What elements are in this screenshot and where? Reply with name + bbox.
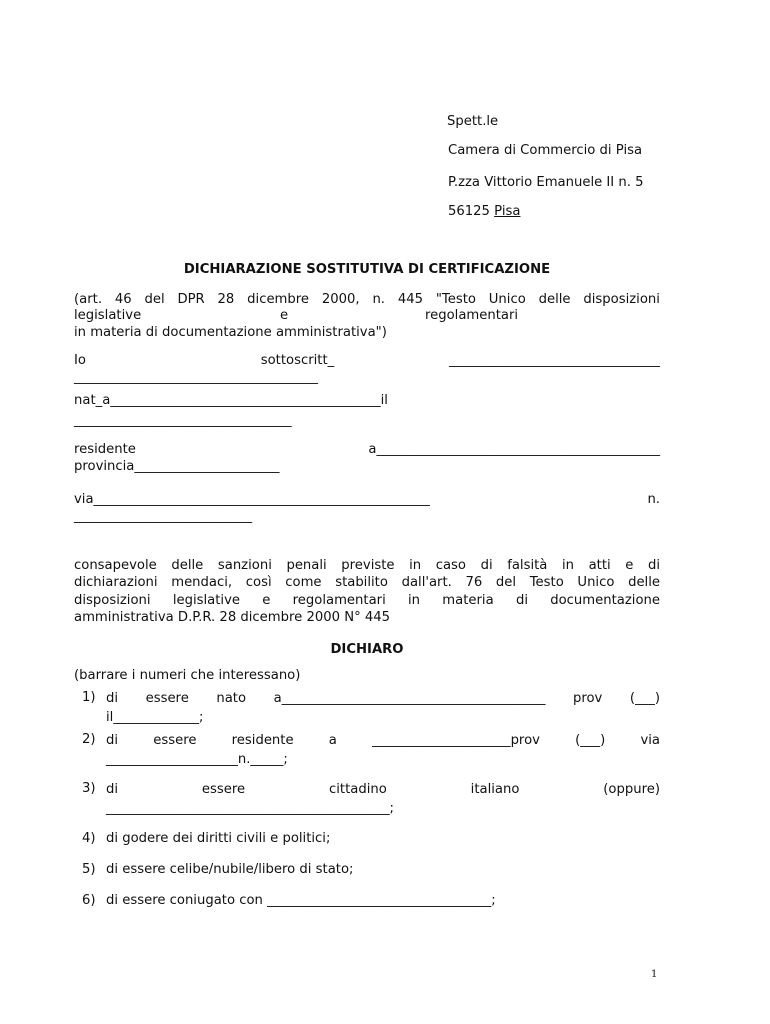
item-word: essere bbox=[153, 733, 197, 748]
item-2 bbox=[106, 731, 660, 769]
reference-word: 28 bbox=[217, 292, 235, 307]
birthplace-item-blank[interactable]: a________________________________________ bbox=[273, 691, 546, 706]
item-5-text: di essere celibe/nubile/libero di stato; bbox=[106, 862, 354, 877]
citizenship-item-blank[interactable]: ___________________________________________; bbox=[106, 801, 394, 816]
recipient-name: Camera di Commercio di Pisa bbox=[448, 143, 643, 158]
field-io-line bbox=[74, 353, 660, 368]
field-via-line bbox=[74, 492, 660, 507]
item-word: prov bbox=[572, 691, 603, 706]
item-word: di bbox=[106, 782, 119, 797]
reference-word: 445 bbox=[397, 292, 424, 307]
item-number[interactable]: 6) bbox=[82, 893, 96, 908]
item-word: via bbox=[640, 733, 660, 748]
item-number[interactable]: 4) bbox=[82, 831, 96, 846]
recipient-city: Pisa bbox=[494, 204, 521, 219]
name-blank[interactable]: ________________________________ bbox=[449, 353, 660, 368]
reference-word: n. bbox=[372, 292, 386, 307]
document-title: DICHIARAZIONE SOSTITUTIVA DI CERTIFICAZIONE bbox=[183, 262, 551, 277]
reference-word: (art. bbox=[74, 292, 103, 307]
street-number-label: n. bbox=[647, 492, 660, 507]
street-item-blank[interactable]: ____________________n._____; bbox=[106, 752, 288, 767]
birthdate-item-blank[interactable]: il_____________; bbox=[106, 710, 204, 725]
reference-word: Unico bbox=[488, 292, 526, 307]
item-word: (oppure) bbox=[603, 782, 660, 797]
recipient-salutation: Spett.le bbox=[447, 114, 499, 129]
item-1 bbox=[106, 689, 660, 727]
item-word: italiano bbox=[470, 782, 520, 797]
awareness-line-2: dichiarazioni mendaci, così come stabilito dall'art. 76 del Testo Unico delle bbox=[74, 575, 660, 590]
street-blank[interactable]: via___________________________________________________ bbox=[74, 492, 430, 507]
reference-word: 2000, bbox=[321, 292, 360, 307]
item-word: di bbox=[106, 733, 119, 748]
item-word: cittadino bbox=[328, 782, 387, 797]
reference-word: dicembre bbox=[247, 292, 310, 307]
province-item-blank[interactable]: (___) bbox=[575, 733, 606, 748]
item-number[interactable]: 1) bbox=[82, 690, 96, 705]
declare-heading: DICHIARO bbox=[330, 642, 404, 657]
item-word: residente bbox=[231, 733, 294, 748]
awareness-line-3: disposizioni legislative e regolamentari in materia di documentazione bbox=[74, 593, 660, 608]
awareness-line-1: consapevole delle sanzioni penali previste in caso di falsità in atti e di bbox=[74, 558, 660, 573]
item-word: essere bbox=[201, 782, 246, 797]
reference-word: 46 bbox=[114, 292, 132, 307]
reference-line-3: in materia di documentazione amministrativa") bbox=[74, 325, 387, 340]
province-item-blank[interactable]: (___) bbox=[629, 691, 660, 706]
reference-word: delle bbox=[538, 292, 571, 307]
recipient-city-line bbox=[448, 204, 520, 219]
io-label: Io bbox=[74, 353, 86, 368]
reference-word-e: e bbox=[280, 308, 289, 323]
item-word: a bbox=[328, 733, 337, 748]
reference-word: disposizioni bbox=[583, 292, 660, 307]
recipient-cap: 56125 bbox=[448, 204, 490, 219]
reference-line-1 bbox=[74, 292, 660, 307]
item-number[interactable]: 3) bbox=[82, 781, 96, 796]
item-number[interactable]: 2) bbox=[82, 732, 96, 747]
instruction-text: (barrare i numeri che interessano) bbox=[74, 668, 301, 683]
reference-word: DPR bbox=[177, 292, 205, 307]
field-residente-line bbox=[74, 442, 660, 457]
street-number-blank[interactable]: ___________________________ bbox=[74, 509, 253, 524]
residente-label: residente bbox=[74, 442, 136, 457]
birthdate-blank[interactable]: _________________________________ bbox=[74, 413, 292, 428]
birthplace-blank[interactable]: nat_a_________________________________________il bbox=[74, 393, 388, 408]
reference-word-legislative: legislative bbox=[74, 308, 142, 323]
residence-city-blank[interactable]: a___________________________________________ bbox=[368, 442, 660, 457]
item-word: nato bbox=[216, 691, 247, 706]
item-word: essere bbox=[145, 691, 189, 706]
reference-word: "Testo bbox=[435, 292, 476, 307]
province-blank[interactable]: provincia______________________ bbox=[74, 459, 280, 474]
reference-word: del bbox=[144, 292, 165, 307]
residence-item-blank[interactable]: _____________________prov bbox=[372, 733, 540, 748]
item-3 bbox=[106, 780, 660, 818]
recipient-street: P.zza Vittorio Emanuele II n. 5 bbox=[448, 175, 644, 190]
awareness-line-4: amministrativa D.P.R. 28 dicembre 2000 N° 445 bbox=[74, 610, 391, 625]
item-4-text: di godere dei diritti civili e politici; bbox=[106, 831, 331, 846]
item-word: di bbox=[106, 691, 119, 706]
name-blank-continued[interactable]: _____________________________________ bbox=[74, 370, 318, 385]
item-6-text[interactable]: di essere coniugato con __________________________________; bbox=[106, 893, 496, 908]
reference-word-regolamentari: regolamentari bbox=[425, 308, 519, 323]
item-number[interactable]: 5) bbox=[82, 862, 96, 877]
sottoscritto-label: sottoscritt_ bbox=[260, 353, 335, 368]
page-number: 1 bbox=[651, 969, 658, 980]
